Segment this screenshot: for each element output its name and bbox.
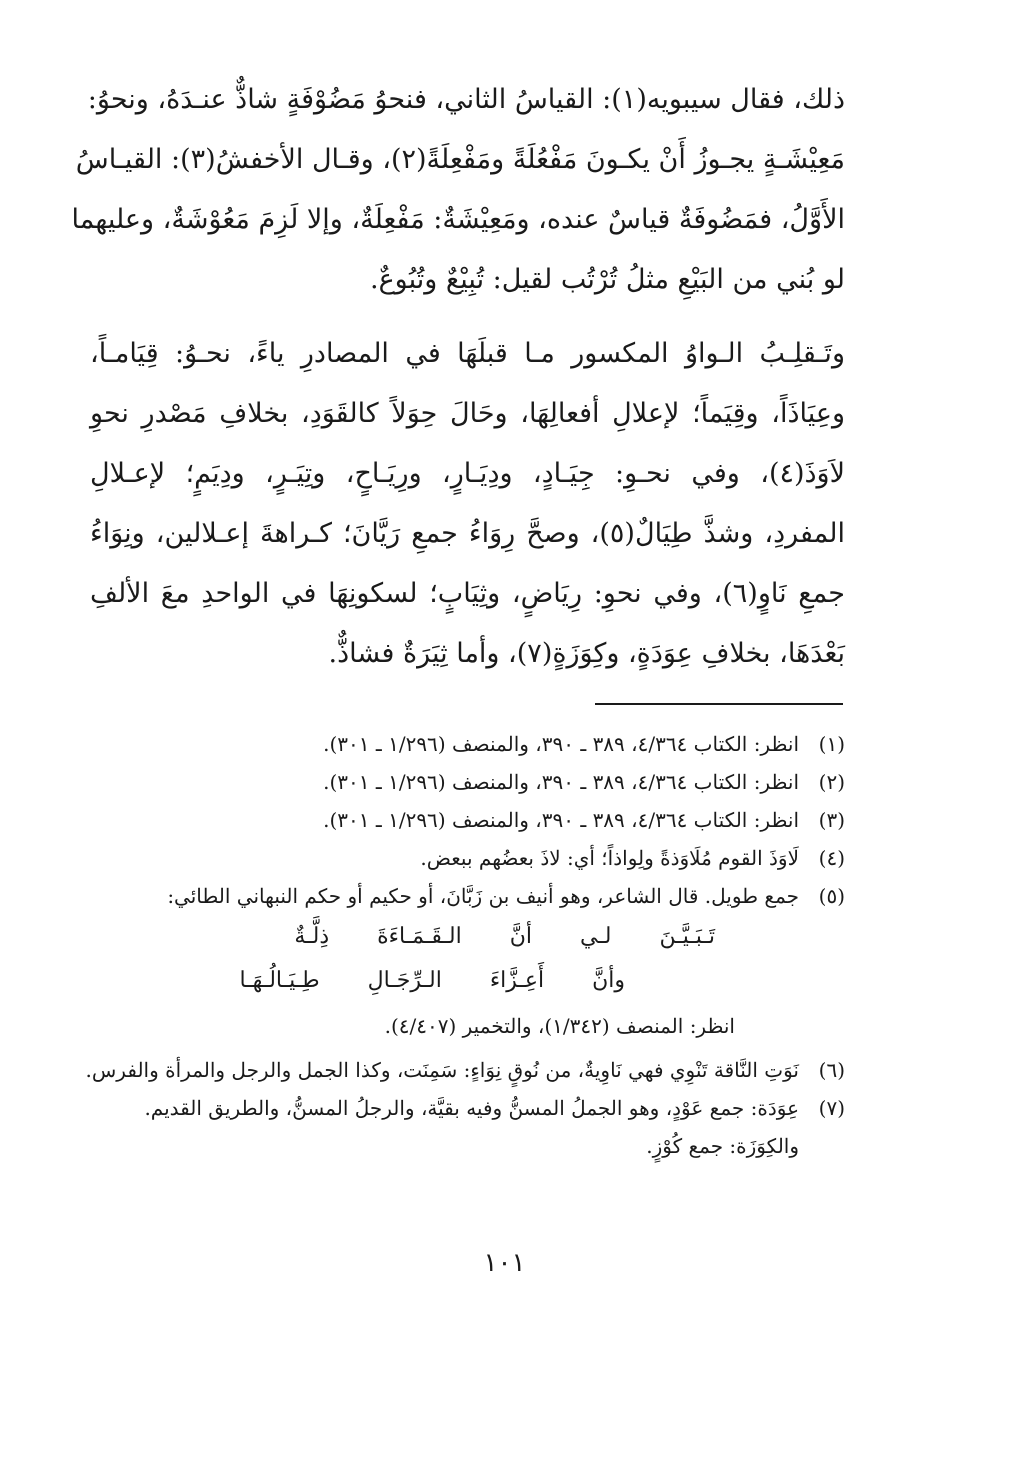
verse-word: لـي [580, 924, 612, 949]
footnotes [85, 725, 845, 1165]
footnote-text: جمع طويل. قال الشاعر، وهو أنيف بن زَبَّانَ، أو حكيم أو حكم النبهاني الطائي: [167, 884, 799, 908]
footnote-number: (٢) [818, 770, 845, 794]
page-number: ١٠١ [483, 1248, 526, 1278]
footnote-7-continuation: والكِوَزَة: جمع كُوْزٍ. [646, 1134, 799, 1158]
footnote-text: انظر: الكتاب ٤/٣٦٤، ٣٨٩ ـ ٣٩٠، والمنصف (١/٢٩٦ ـ ٣٠١). [323, 808, 799, 832]
text-line: الأَوَّلُ، فمَضُوفَةٌ قياسٌ عنده، ومَعِيْشَةٌ: مَفْعِلَةٌ، وإلا لَزِمَ مَعُوْشَةٌ، وعليهما [71, 204, 845, 235]
text-line: وتَـقلِـبُ الـواوُ المكسور مـا قبلَهَا في المصادرِ ياءً، نحـوُ: قِيَامـاً، [90, 338, 845, 369]
verse-word: طِـيَـالُـهَـا [239, 968, 320, 993]
footnote-1 [90, 725, 845, 763]
footnote-text: لَاوَذَ القوم مُلَاوَذةً ولِواذاً؛ أي: لاذَ بعضُهم ببعض. [420, 846, 799, 870]
text-line: لو بُني من البَيْعِ مثلُ تُرْتُب لقيل: تُبِيْعٌ وتُبُوعٌ. [369, 264, 845, 295]
footnote-number: (٦) [818, 1058, 845, 1082]
verse-word: الـرِّجَـالِ [367, 968, 442, 993]
footnote-number: (٥) [818, 884, 845, 908]
verse-word: الـقَـمَـاءَةَ [377, 924, 462, 949]
text-line: المفردِ، وشذَّ طِيَالٌ(٥)، وصحَّ رِوَاءُ جمعِ رَيَّانَ؛ كـراهةَ إعـلالين، ونِوَاءُ [90, 518, 845, 549]
text-line: ذلك، فقال سيبويه(١): القياسُ الثاني، فنحوُ مَضُوْفَةٍ شاذٌّ عنـدَهُ، ونحوُ: [87, 84, 845, 115]
footnote-separator [595, 703, 843, 705]
footnote-text: عِوَدَة: جمع عَوْدٍ، وهو الجملُ المسنُّ وفيه بقيَّة، والرجلُ المسنُّ، والطريق القديم. [144, 1096, 799, 1120]
verse-word: تَـبَـيَّـنَ [659, 924, 715, 949]
footnote-4 [90, 839, 845, 877]
footnote-text: نَوَتِ النَّاقة تَنْوِي فهي نَاوِيةٌ، من نُوقٍ نِوَاءٍ: سَمِنَت، وكذا الجمل والرجل والمرأة والفرس. [85, 1058, 799, 1082]
text-line: لاَوَذَ(٤)، وفي نحـوِ: جِيَـادٍ، ودِيَـارٍ، ورِيَـاحٍ، وتِيَـرٍ، ودِيَمٍ؛ لإعـلالِ [90, 458, 845, 489]
footnote-text: انظر: الكتاب ٤/٣٦٤، ٣٨٩ ـ ٣٩٠، والمنصف (١/٢٩٦ ـ ٣٠١). [323, 732, 799, 756]
text-line: وعِيَاذَاً، وقِيَماً؛ لإعلالِ أفعالِهَا، وحَالَ حِوَلاً كالقَوَدِ، بخلافِ مَصْدرِ نحوِ [90, 398, 845, 429]
footnote-5-reference: انظر: المنصف (١/٣٤٢)، والتخمير (٤/٤٠٧). [384, 1014, 735, 1038]
paragraph-2 [90, 324, 845, 684]
footnote-7 [90, 1089, 845, 1127]
footnote-number: (٧) [818, 1096, 845, 1120]
footnote-text: انظر: الكتاب ٤/٣٦٤، ٣٨٩ ـ ٣٩٠، والمنصف (١/٢٩٦ ـ ٣٠١). [323, 770, 799, 794]
footnote-2 [90, 763, 845, 801]
text-line: جمعِ نَاوٍ(٦)، وفي نحوِ: رِيَاضٍ، وثِيَابٍ؛ لسكونِهَا في الواحدِ معَ الألفِ [90, 578, 845, 609]
footnote-6 [85, 1051, 845, 1089]
footnote-number: (٣) [818, 808, 845, 832]
footnote-number: (٤) [818, 846, 845, 870]
verse-word: وأنَّ [592, 968, 625, 993]
paragraph-1 [71, 70, 845, 310]
text-line: مَعِيْشَـةٍ يجـوزُ أَنْ يكـونَ مَفْعُلَةً ومَفْعِلَةً(٢)، وقـال الأخفشُ(٣): القيـاسُ [75, 144, 845, 175]
footnote-3 [90, 801, 845, 839]
main-text [71, 70, 845, 684]
footnote-number: (١) [818, 732, 845, 756]
verse-word: أَعِـزَّاءَ [489, 968, 545, 993]
footnote-5 [90, 877, 845, 915]
verse-hemistich-2 [90, 959, 845, 1003]
text-line: بَعْدَهَا، بخلافِ عِوَدَةٍ، وكِوَزَةٍ(٧)، وأما ثِيَرَةٌ فشاذٌّ. [328, 638, 845, 669]
verse-hemistich-1 [90, 915, 845, 959]
verse-word: أنَّ [509, 924, 533, 949]
verse-word: ذِلَّـةٌ [294, 924, 330, 949]
